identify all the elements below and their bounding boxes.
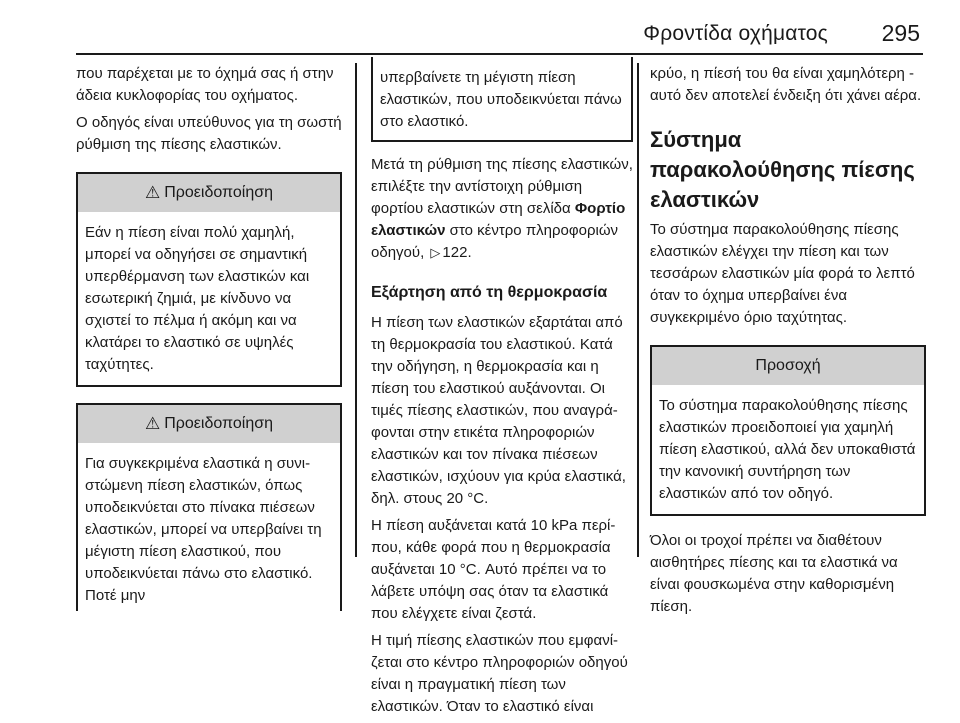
- warning-box-continued: [371, 57, 633, 142]
- caution-title: Προσοχή: [755, 357, 821, 374]
- paragraph: Όλοι οι τροχοί πρέπει να διαθέτουν αισθητήρες πίεσης και τα ελαστικά να είναι φουσκωμένα στην καθορισμένη πίεση.: [650, 532, 898, 615]
- warning-box-header: [78, 174, 340, 212]
- menu-reference: Φορτίο ελαστικών: [371, 200, 626, 239]
- paragraph: Η τιμή πίεσης ελαστικών που εμφανίζεται στο κέντρο πληροφοριών οδηγού είναι η πραγματική πίεση των ελαστικών. Όταν το ελαστικό είναι: [371, 632, 628, 715]
- caution-text: Το σύστημα παρακολούθησης πίεσης ελαστικών προειδοποιεί για χαμηλή πίεση ελαστικού, αλλά δεν υποκαθιστά την κανονική συντήρηση των ελαστικών από τον οδηγό.: [659, 397, 916, 502]
- column-1: [76, 63, 342, 611]
- warning-text: Εάν η πίεση είναι πολύ χαμηλή, μπορεί να οδηγήσει σε σημαντική υπερθέρμανση των ελαστικών και εσωτερική ζημιά, με κίνδυνο να σχιστεί το πέλμα ή ακόμη και να κλατάρει το ελαστικό σε υψηλές ταχύτητες.: [85, 224, 310, 373]
- warning-title: Προειδοποίηση: [164, 184, 273, 201]
- warning-text: Για συγκεκριμένα ελαστικά η συνιστώμενη πίεση ελαστικών, όπως υποδεικνύεται στο πίνακα πιέσεων ελαστικών, μπορεί να υπερβαίνει τη μέγιστη πίεση ελαστικού, που υποδεικνύεται πάνω στο ελαστικό. Ποτέ μην: [85, 455, 322, 604]
- column-divider-2: [637, 63, 639, 557]
- header-rule: [76, 53, 923, 55]
- caution-box: [650, 345, 926, 516]
- paragraph: που παρέχεται με το όχημά σας ή στην άδεια κυκλοφορίας του οχήματος.: [76, 65, 334, 104]
- warning-box-header: [78, 405, 340, 443]
- warning-box: [76, 172, 342, 387]
- paragraph: Η πίεση αυξάνεται κατά 10 kPa περίπου, κάθε φορά που η θερμοκρασία αυξάνεται 10 °C. Αυτό πρέπει να το λάβετε υπόψη σας όταν τα ελαστικά που ελέγχετε είναι ζεστά.: [371, 517, 616, 622]
- warning-title: Προειδοποίηση: [164, 415, 273, 432]
- text-run: Μετά τη ρύθμιση της πίεσης ελαστικών, επιλέξτε την αντίστοιχη ρύθμιση φορτίου ελαστικών στη σελίδα: [371, 156, 633, 217]
- paragraph: Ο οδηγός είναι υπεύθυνος για τη σωστή ρύθμιση της πίεσης ελαστικών.: [76, 114, 342, 153]
- column-2: [371, 63, 633, 723]
- paragraph: [371, 154, 633, 264]
- paragraph: Το σύστημα παρακολούθησης πίεσης ελαστικών ελέγχει την πίεση και των τεσσάρων ελαστικών μία φορά το λεπτό όταν το όχημα υπερβαίνει ένα συγκεκριμένο όριο ταχύτητας.: [650, 221, 915, 326]
- page-title: Φροντίδα οχήματος: [643, 22, 828, 45]
- page-header: [0, 0, 960, 52]
- page-reference: 122.: [442, 244, 472, 261]
- column-3: [650, 63, 926, 623]
- text-run: στο κέντρο πληροφοριών οδηγού,: [371, 222, 619, 261]
- warning-triangle-icon: ⚠: [144, 414, 161, 433]
- caution-box-header: [652, 347, 924, 385]
- warning-text: υπερβαίνετε τη μέγιστη πίεση ελαστικών, που υποδεικνύεται πάνω στο ελαστικό.: [380, 69, 622, 130]
- column-divider-1: [355, 63, 357, 557]
- warning-triangle-icon: ⚠: [144, 183, 161, 202]
- page-number: 295: [881, 20, 920, 46]
- page-reference-icon: ▷: [430, 245, 441, 260]
- section-heading-large: Σύστημα παρακολούθησης πίεσης ελαστικών: [650, 127, 915, 212]
- warning-box: [76, 403, 342, 611]
- paragraph: Η πίεση των ελαστικών εξαρτάται από τη θερμοκρασία του ελαστικού. Κατά την οδήγηση, η θερμοκρασία και η πίεση του ελαστικού αυξάνονται. Οι τιμές πίεσης ελαστικών, που αναγράφονται στην ετικέτα πληροφοριών ελαστικών και τον πίνακα πιέσεων ελαστικών, ισχύουν για κρύα ελαστικά, δηλ. στους 20 °C.: [371, 314, 626, 507]
- section-heading: Εξάρτηση από τη θερμοκρασία: [371, 284, 608, 301]
- paragraph: κρύο, η πίεσή του θα είναι χαμηλότερη - αυτό δεν αποτελεί ένδειξη ότι χάνει αέρα.: [650, 65, 922, 104]
